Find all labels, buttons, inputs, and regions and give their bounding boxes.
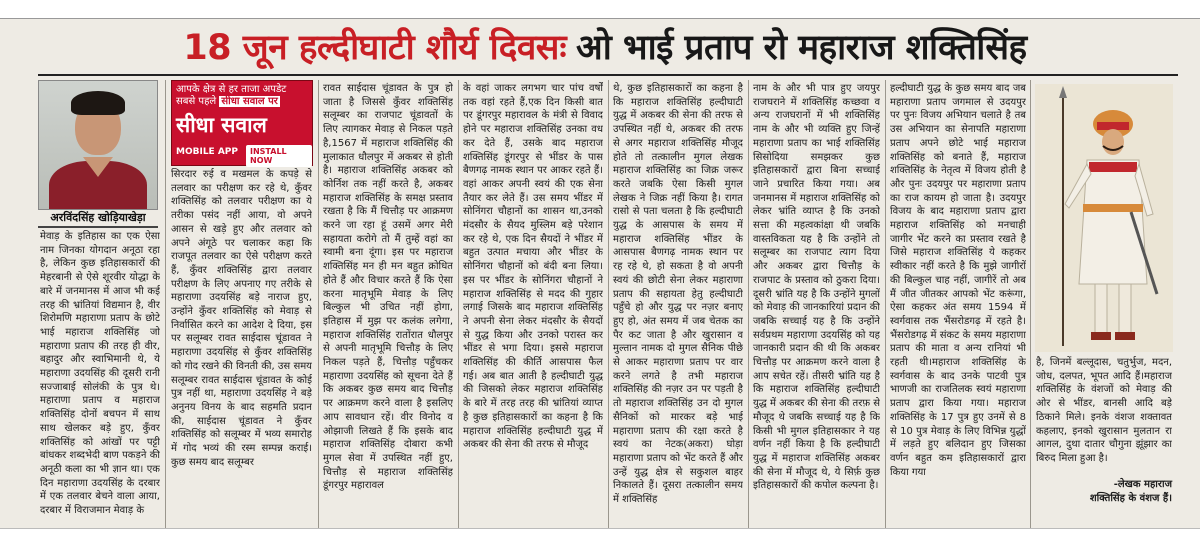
ad-line-1: आपके क्षेत्र से हर ताजा अपडेट	[176, 84, 287, 95]
column-rule	[165, 80, 166, 528]
author-note: -लेखक महाराज शक्तिसिंह के वंशज हैं।	[1089, 479, 1172, 504]
column-rule	[318, 80, 319, 528]
ad-line-2: सबसे पहले सीधा सवाल पर	[176, 96, 278, 107]
article-column-4: के वहां जाकर लगभग चार पांच वर्षों तक वहां रहते हैं,एक दिन किसी बात पर डूंगरपुर महारावल के मंत्री से विवाद होने पर महाराज शक्तिसिंह उनका वध कर देते हैं, उसके बाद महाराज शक्तिसिंह डूंगरपुर से भींडर के पास बैणगढ़ नामक स्थान पर आकर रहते हैं। वहां आकर अपनी स्वयं की एक सेना तैयार कर लेते हैं। उस समय भींडर में सोनिंगरा चौहानों का शासन था,उनको मंदसौर के सैयद मुस्लिम बड़े परेशान कर रहे थे, एक दिन सैयदों ने भींडर में बहुत उत्पात मचाया और भींडर के सोनिंगरा चौहानों को बंदी बना लिया। इस पर भींडर के सोनिंगरा चौहानों ने महाराज शक्तिसिंह से मदद की गुहार लगाई जिसके बाद महाराज शक्तिसिंह ने अपनी सेना लेकर मंदसौर के सैयदों से युद्ध किया और उनको परास्त कर भींडर से भगा दिया। इससे महाराज शक्तिसिंह की कीर्ति आसपास फैल गई। अब बात आती है हल्दीघाटी युद्ध की जिसको लेकर महाराज शक्तिसिंह के बारे में तरह तरह की भ्रांतियां व्याप्त है कुछ इतिहासकारों का कहना है कि महाराज शक्तिसिंह हल्दीघाटी युद्ध में अकबर की सेना की तरफ से मौजूद	[463, 83, 603, 451]
ad-install-button[interactable]: INSTALL NOW	[246, 145, 312, 167]
headline-rule	[38, 74, 1178, 76]
headline-red: 18 जून हल्दीघाटी शौर्य दिवसः	[183, 27, 567, 68]
ad-brand: सीधा सवाल	[176, 113, 267, 137]
article-column-8: है, जिनमें बल्लूदास, चतुर्भुज, मदन, जोध, दलपत, भूपत आदि हैं।महाराज शक्तिसिंह के वंशजों को मेवाड़ की ओर से भींडर, बानसी आदि बड़े ठिकाने मिले। इनके वंशज शक्तावत कहलाए, इनको खुरासान मुलतान रा आगल, दुथा दातार चौगुना झूंझार का बिरुद मिला हुआ है।	[1036, 357, 1172, 464]
article-column-5: थे, कुछ इतिहासकारों का कहना है कि महाराज शक्तिसिंह हल्दीघाटी युद्ध में अकबर की सेना की तरफ से उपस्थित नहीं थे, अकबर की तरफ से अगर महाराज शक्तिसिंह मौजूद होते तो तत्कालीन मुगल लेखक महाराज शक्तिसिंह का जिक्र जरूर करते जबकि ऐसा किसी मुगल लेखक ने जिक्र नहीं किया है। रागत रासो से पता चलता है कि हल्दीघाटी युद्ध के आसपास के समय में महाराज शक्तिसिंह भींडर के आसपास बैणगढ़ नामक स्थान पर रह रहे थे, हो सकता है वो अपनी स्वयं की छोटी सेना लेकर महाराणा प्रताप की सहायता हेतु हल्दीघाटी पहुँचे हो और युद्ध पर नज़र बनाए हुए हो, अंत समय में जब चेतक का पैर कट जाता है और खुरासान व मुल्तान नामक दो मुगल सैनिक पीछे से आकर महाराणा प्रताप पर वार करने लगते है तभी महाराज शक्तिसिंह की नज़र उन पर पड़ती है तो महाराज शक्तिसिंह उन दो मुगल सैनिकों को मारकर बड़े भाई महाराणा प्रताप की रक्षा करते है स्वयं का नेटक(अकरा) घोड़ा महाराणा प्रताप को भेंट करते हैं और उन्हें युद्ध क्षेत्र से सकुशल बाहर निकालते हैं। दूसरा तत्कालीन समय में शक्तिसिंह	[613, 83, 743, 506]
article-column-3: रावत साईदास चूंडावत के पुत्र हो जाता है जिससे कुँवर शक्तिसिंह सलूम्बर का राजपाट चूंडावतों के लिए त्यागकर मेवाड़ से निकल पड़ते है,1567 में महाराज शक्तिसिंह की मुलाकात धौलपुर में अकबर से होती है। महाराज शक्तिसिंह अकबर को कोर्निश तक नहीं करते है, अकबर महाराज शक्तिसिंह के समक्ष प्रस्ताव रखता है कि मैं चित्तौड़ पर आक्रमण करने जा रहा हूं उसमें अगर मेरी सहायता करोगे तो मैं तुम्हें वहां का स्वामी बना दूंगा। इस पर महाराज शक्तिसिंह मन ही मन बहुत क्रोधित होते हैं और विचार करते हैं कि ऐसा करना मातृभूमि मेवाड़ के लिए बिल्कुल भी उचित नहीं होगा, इतिहास में मुझ पर कलंक लगेगा, महाराज शक्तिसिंह रातोंरात धौलपुर से अपनी मातृभूमि चित्तौड़ के लिए निकल पड़ते हैं, चित्तौड़ पहुँचकर महाराणा उदयसिंह को सूचना देते हैं कि अकबर कुछ समय बाद चित्तौड़ पर आक्रमण करने वाला है इसलिए आप सावधान रहें। वीर विनोद व ओझाजी लिखते हैं कि इसके बाद महाराज शक्तिसिंह दोबारा कभी मुगल सेवा में उपस्थित नहीं हुए, चित्तौड़ से महाराज शक्तिसिंह डूंगरपुर महारावल	[323, 83, 453, 492]
column-rule	[608, 80, 609, 528]
headline	[40, 20, 1170, 72]
bottom-strip	[0, 528, 1200, 536]
column-rule	[458, 80, 459, 528]
shaktisingh-illustration	[1035, 84, 1173, 352]
article-column-2: सिरदार रुई व मखमल के कपड़े से तलवार का परीक्षण कर रहे थे, कुँवर शक्तिसिंह को तलवार परीक्षण का ये तरीका पसंद नहीं आया, वो अपने आसन से खड़े हुए और तलवार को अपने अंगूठे पर चलाकर कहा कि राजपूत तलवार का ऐसे परीक्षण करते हैं, कुँवर शक्तिसिंह द्वारा तलवार परीक्षण के लिए अपनाए गए तरीके से महाराणा उदयसिंह बड़े नाराज हुए, उन्होंने कुँवर शक्तिसिंह को मेवाड़ से निर्वासित करने का आदेश दे दिया, इस पर सलूम्बर रावत साईदास चूंडावत ने महाराणा उदयसिंह से कुँवर शक्तिसिंह को गोद रखने की विनती की, उस समय सलूम्बर रावत साईदास चूंडावत के कोई पुत्र नहीं था, महाराणा उदयसिंह ने बड़े अनुनय विनय के बाद सहमति प्रदान की, साईदास चूंडावत ने कुँवर शक्तिसिंह को सलूम्बर में भव्य समारोह में गोद भव्यं की रस्म सम्पन्न कराई। कुछ समय बाद सलूम्बर	[171, 169, 312, 468]
headline-black: ओ भाई प्रताप रो महाराज शक्तिसिंह	[576, 27, 1027, 68]
author-photo	[38, 80, 158, 210]
column-rule	[1030, 80, 1031, 528]
column-rule	[885, 80, 886, 528]
ad-mobile-app: MOBILE APP	[176, 147, 238, 157]
article-column-7: हल्दीघाटी युद्ध के कुछ समय बाद जब महाराणा प्रताप जगमाल से उदयपुर पर पुनः विजय अभियान चलाते है तब उस अभियान का सेनापति महाराणा प्रताप अपने छोटे भाई महाराज शक्तिसिंह को बनाते हैं, महाराज शक्तिसिंह के नेतृत्व में विजय होती है और पुनः उदयपुर पर महाराणा प्रताप का राज कायम हो जाता है। उदयपुर विजय के बाद महाराणा प्रताप द्वारा महाराज शक्तिसिंह को मनचाही जागीर भेंट करने का प्रस्ताव रखते है जिसे महाराज शक्तिसिंह ये कहकर स्वीकार नहीं करते है कि मुझे जागीरों की बिल्कुल चाह नहीं, जागीरें तो अब मैं जीत जीतकर आपको भेंट करूंगा, ऐसा कहकर अंत समय 1594 में स्वर्गवास तक भैंसरोडगढ़ में रहते है। भैंसरोडगढ़ में संकट के समय महाराणा प्रताप की माता व अन्य रानियां भी रहती थी।महाराज शक्तिसिंह के स्वर्गवास के बाद उनके पाटवी पुत्र भाणजी का राजतिलक स्वयं महाराणा प्रताप द्वारा किया गया। महाराज शक्तिसिंह के 17 पुत्र हुए उनमें से 8 से 10 पुत्र मेवाड़ के लिए विभिन्न युद्धों में लड़ते हुए बलिदान हुए जिसका वर्णन बहुत कम इतिहासकारों द्वारा किया गया	[890, 83, 1026, 478]
author-byline: अरविंदसिंह खोड़ियाखेड़ा	[38, 210, 158, 228]
article-column-1: मेवाड़ के इतिहास का एक ऐसा नाम जिनका योगदान अनूठा रहा है, लेकिन कुछ इतिहासकारों की मेहरबानी से ऐसे शूरवीर योद्धा के बारे में जनमानस में आज भी कई तरह की भ्रांतियां विद्यमान है, वीर शिरोमणि महाराणा प्रताप के छोटे भाई महाराज शक्तिसिंह जो महाराणा प्रताप की तरह ही वीर, बहादुर और स्वाभिमानी थे, ये महाराणा उदयसिंह की दूसरी रानी सज्जाबाई सोलंकी के पुत्र थे। महाराणा प्रताप व महाराज शक्तिसिंह दोनों बचपन में साथ साथ खेलकर बड़े हुए, कुँवर शक्तिसिंह को आंखों पर पट्टी बांधकर शब्दभेदी बाण पकड़ने की अनूठी कला का भी ज्ञान था। एक दिन महाराणा उदयसिंह के दरबार में एक तलवार बेचने वाला आया, दरबार में विराजमान मेवाड़ के	[40, 231, 160, 517]
app-advertisement[interactable]	[171, 80, 313, 166]
article-column-6: नाम के और भी पात्र हुए जयपुर राजघराने में शक्तिसिंह कच्छवा व अन्य राजघरानों में भी शक्तिसिंह नाम के और भी व्यक्ति हुए जिन्हें महाराणा प्रताप का भाई शक्तिसिंह सिसोदिया समझकर कुछ इतिहासकारों द्वारा बिना सच्चाई जाने प्रचारित किया गया। अब जनमानस में महाराज शक्तिसिंह को लेकर भ्रांति व्याप्त है कि उनको सत्ता की महत्वकांक्षा थी जबकि वास्तविकता यह है कि उन्होंने तो सलूम्बर का राजपाट त्याग दिया और अकबर द्वारा चित्तौड़ के राजपाट के प्रस्ताव को ठुकरा दिया। दूसरी भ्रांति यह है कि उन्होंने मुगलों को मेवाड़ की जानकारियां प्रदान की जबकि सच्चाई यह है कि उन्होंने सर्वप्रथम महाराणा उदयसिंह को यह जानकारी प्रदान की थी कि अकबर चित्तौड़ पर आक्रमण करने वाला है आप सचेत रहें। तीसरी भ्रांति यह है कि महाराज शक्तिसिंह हल्दीघाटी युद्ध में अकबर की सेना की तरफ़ से मौजूद थे जबकि सच्चाई यह है कि किसी भी मुगल इतिहासकार ने यह वर्णन नहीं किया है कि हल्दीघाटी युद्ध में महाराज शक्तिसिंह अकबर की सेना में मौजूद थे, ये सिर्फ़ कुछ इतिहासकारों की कपोल कल्पना है।	[753, 83, 880, 492]
column-rule	[748, 80, 749, 528]
top-strip	[0, 0, 1200, 19]
